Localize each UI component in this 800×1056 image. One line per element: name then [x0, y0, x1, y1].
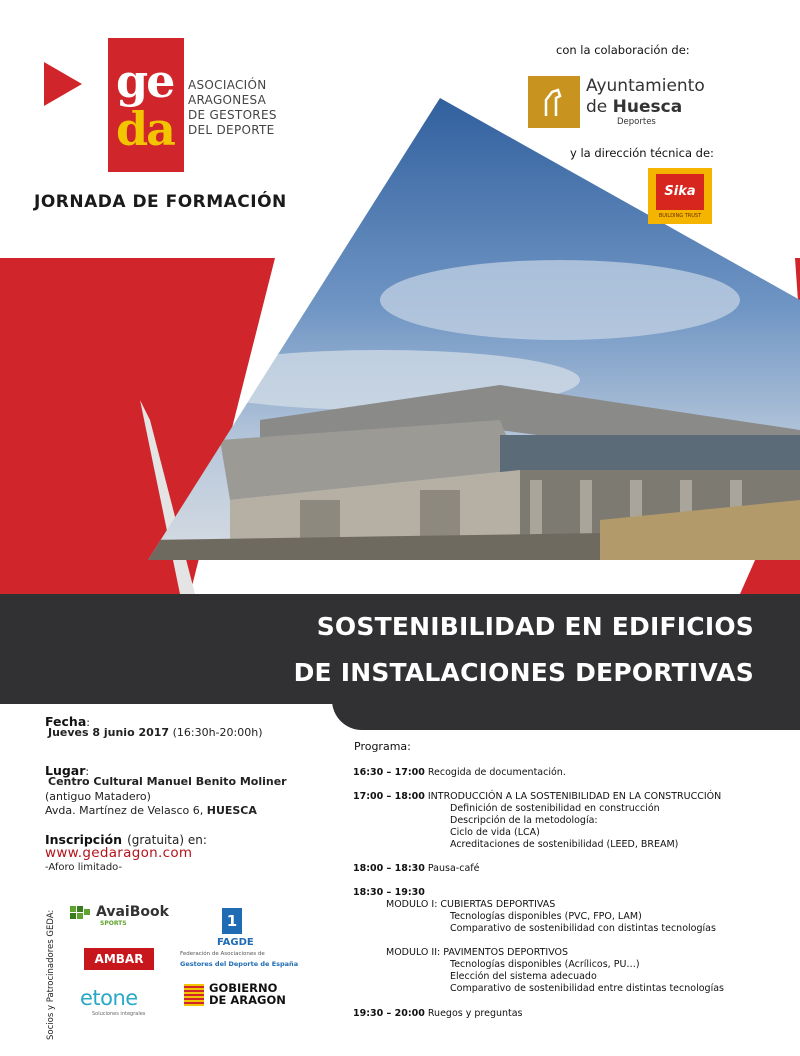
program-row-2	[353, 791, 721, 802]
aragon-flag-icon	[184, 984, 204, 1006]
program-time: 18:00 – 18:30	[353, 863, 425, 874]
play-triangle-shape	[44, 62, 82, 106]
sika-logo	[648, 168, 712, 224]
program-row-5	[353, 1008, 523, 1019]
lugar-alias: (antiguo Matadero)	[45, 790, 151, 803]
partner-sub: Deportes	[617, 117, 656, 127]
fecha-time: (16:30h-20:00h)	[172, 726, 263, 739]
program-row-1	[353, 767, 566, 778]
program-module: MODULO II: PAVIMENTOS DEPORTIVOS	[386, 947, 569, 958]
avaibook-icon	[70, 904, 92, 920]
program-title: INTRODUCCIÓN A LA SOSTENIBILIDAD EN LA CONSTRUCCIÓN	[427, 791, 722, 802]
etone-logo: etone	[80, 986, 138, 1010]
inscripcion-note: (gratuita) en:	[127, 833, 207, 847]
program-title: Ruegos y preguntas	[427, 1008, 523, 1019]
program-time: 16:30 – 17:00	[353, 767, 425, 778]
aragon-line1: GOBIERNO	[209, 981, 278, 995]
partner-name-bold: Huesca	[612, 97, 683, 117]
fecha-block: Fecha:	[45, 714, 90, 729]
sika-sub: BUILDING TRUST	[658, 213, 702, 219]
sika-logo-text: Sika	[656, 174, 704, 210]
program-item: Acreditaciones de sostenibilidad (LEED, BREAM)	[450, 839, 679, 850]
fecha-value-row	[48, 726, 263, 739]
title-band	[0, 594, 800, 704]
gobierno-aragon-logo	[209, 982, 286, 1006]
geda-logo-top: ge	[116, 54, 174, 108]
technical-label: y la dirección técnica de:	[570, 146, 714, 160]
geda-name	[188, 78, 298, 138]
geda-logo-bottom: da	[116, 102, 174, 156]
lugar-address-row	[45, 804, 257, 817]
ambar-logo: AMBAR	[84, 948, 154, 970]
program-item: Ciclo de vida (LCA)	[450, 827, 540, 838]
lugar-address: Avda. Martínez de Velasco 6,	[45, 804, 204, 817]
geda-name-line: ASOCIACIÓN	[188, 78, 267, 92]
program-item: Definición de sostenibilidad en construcción	[450, 803, 660, 814]
fagde-icon: 1	[222, 908, 242, 934]
lugar-label: Lugar	[45, 763, 86, 778]
geda-name-line: ARAGONESA	[188, 93, 267, 107]
partner-name-prefix: de	[586, 97, 613, 117]
huesca-horse-icon	[528, 76, 580, 128]
program-title: Recogida de documentación.	[427, 767, 566, 778]
fagde-sub1: Federación de Asociaciones de	[180, 951, 265, 957]
fagde-logo: FAGDE	[217, 937, 254, 948]
fagde-sub2: Gestores del Deporte de España	[180, 960, 299, 968]
partner-name-line1: Ayuntamiento	[586, 76, 705, 96]
aragon-line2: DE ARAGON	[209, 993, 286, 1007]
lugar-block: Lugar:	[45, 763, 90, 778]
partner-name-line2	[586, 97, 682, 117]
program-item: Comparativo de sostenibilidad entre distintas tecnologías	[450, 983, 724, 994]
program-item: Elección del sistema adecuado	[450, 971, 597, 982]
avaibook-logo: AvaiBook	[96, 904, 169, 920]
geda-name-line: DE GESTORES	[188, 108, 277, 122]
title-line1: SOSTENIBILIDAD EN EDIFICIOS	[316, 612, 754, 641]
collaboration-label: con la colaboración de:	[556, 43, 690, 57]
program-row-3	[353, 863, 479, 874]
avaibook-sub: SPORTS	[100, 920, 127, 927]
fecha-value: Jueves 8 junio 2017	[48, 726, 170, 739]
etone-sub: Soluciones integrales	[92, 1011, 146, 1017]
inscripcion-label: Inscripción	[45, 832, 122, 847]
sponsors-label: Socios y Patrocinadores GEDA:	[46, 909, 56, 1040]
lugar-name: Centro Cultural Manuel Benito Moliner	[48, 775, 287, 788]
aforo-note: -Aforo limitado-	[45, 862, 123, 873]
program-item: Comparativo de sostenibilidad con distintas tecnologías	[450, 923, 716, 934]
lugar-city: HUESCA	[206, 804, 257, 817]
program-time: 18:30 – 19:30	[353, 887, 425, 898]
website-link[interactable]: www.gedaragon.com	[45, 845, 193, 861]
geda-logo	[108, 38, 184, 172]
program-row-4	[353, 887, 425, 898]
program-time: 17:00 – 18:00	[353, 791, 425, 802]
program-title: Pausa-café	[427, 863, 480, 874]
fecha-label: Fecha	[45, 714, 87, 729]
program-time: 19:30 – 20:00	[353, 1008, 425, 1019]
title-band-tail	[332, 700, 800, 730]
program-item: Tecnologías disponibles (PVC, FPO, LAM)	[450, 911, 642, 922]
event-type: JORNADA DE FORMACIÓN	[34, 192, 287, 212]
program-module: MODULO I: CUBIERTAS DEPORTIVAS	[386, 899, 556, 910]
lugar-name-row	[48, 775, 287, 788]
geda-name-line: DEL DEPORTE	[188, 123, 275, 137]
program-heading: Programa:	[354, 740, 411, 753]
title-line2: DE INSTALACIONES DEPORTIVAS	[293, 658, 754, 687]
program-item: Tecnologías disponibles (Acrílicos, PU…)	[450, 959, 640, 970]
program-item: Descripción de la metodología:	[450, 815, 598, 826]
